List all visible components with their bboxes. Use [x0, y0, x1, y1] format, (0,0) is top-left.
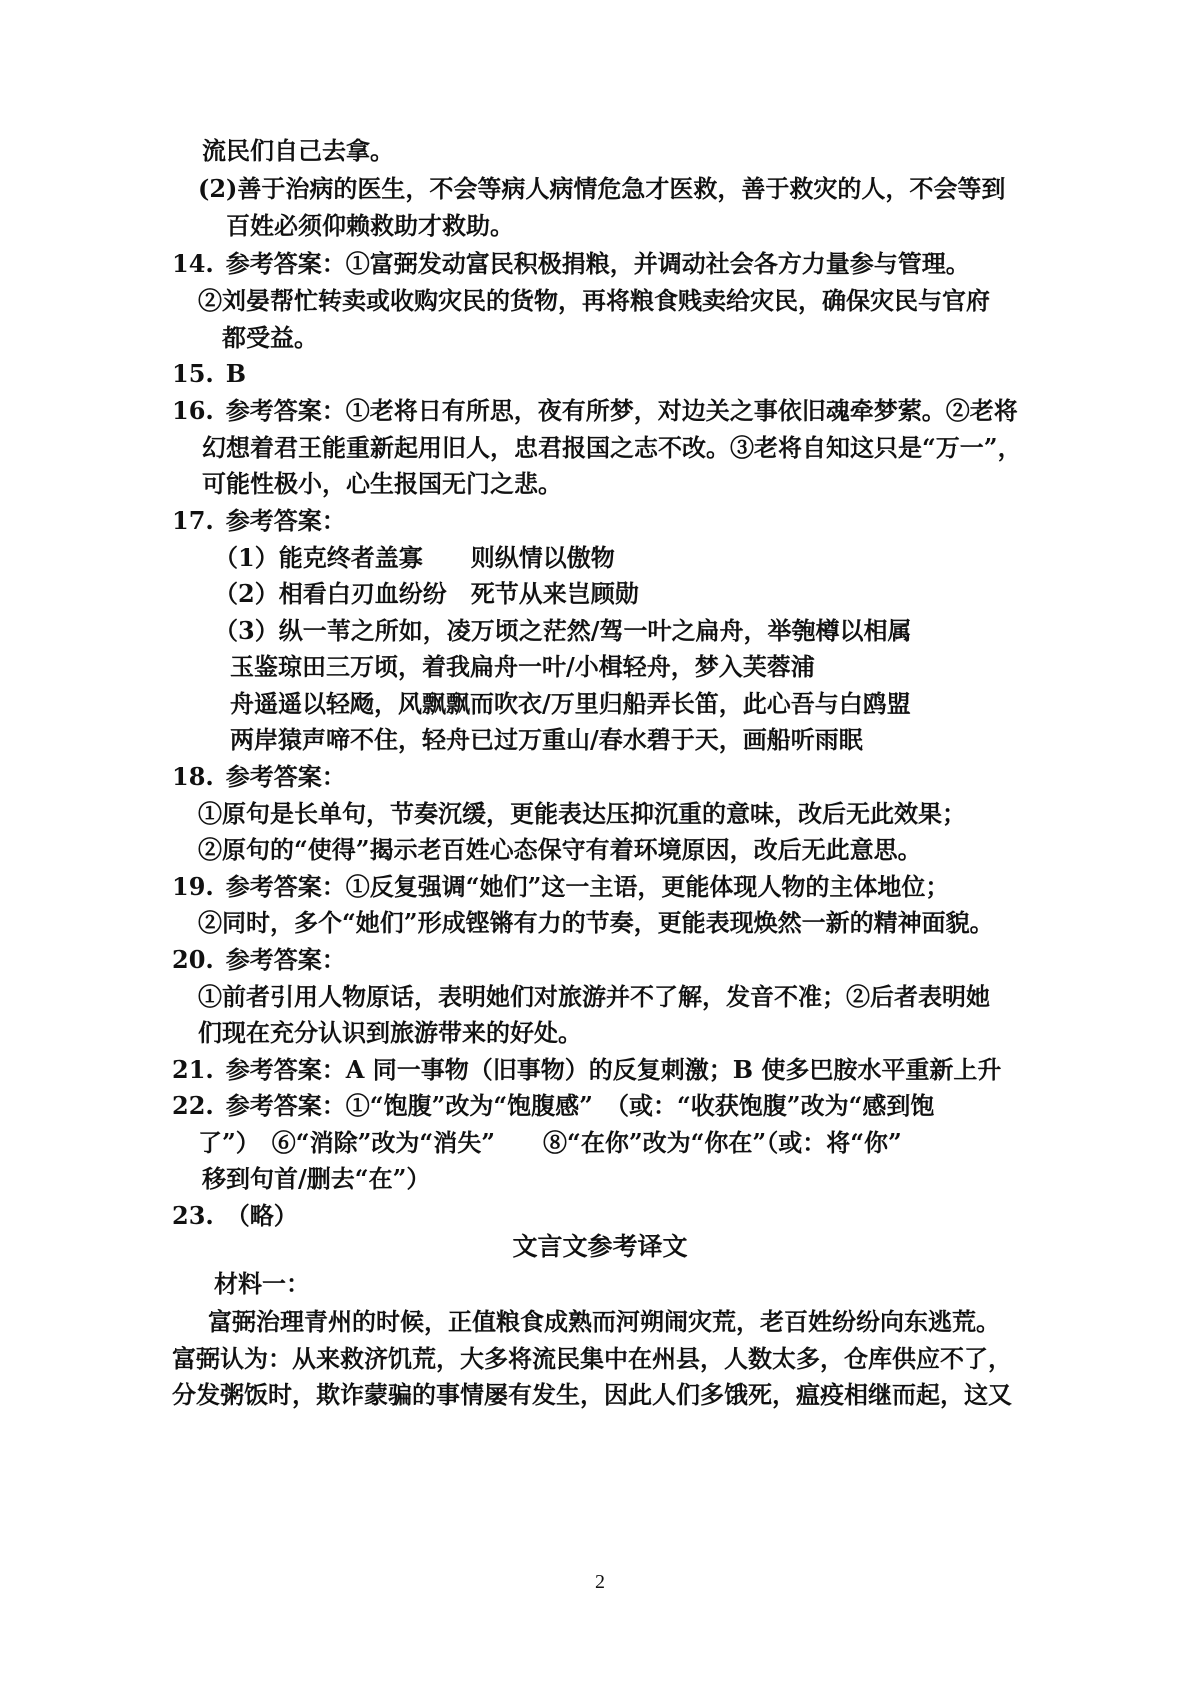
- answer-number: 17.: [172, 506, 214, 535]
- text-line: 流民们自己去拿。: [202, 136, 394, 165]
- answer-20: [172, 945, 346, 975]
- text-line: ②刘晏帮忙转卖或收购灾民的货物，再将粮食贱卖给灾民，确保灾民与官府: [198, 286, 990, 315]
- answer-21: [172, 1055, 1001, 1085]
- text-line: 富弼治理青州的时候，正值粮食成熟而河朔闹灾荒，老百姓纷纷向东逃荒。: [208, 1307, 1000, 1336]
- text-line: 玉鉴琼田三万顷，着我扁舟一叶/小楫轻舟，梦入芙蓉浦: [230, 652, 815, 681]
- answer-number: 16.: [172, 396, 214, 425]
- text-line: 都受益。: [222, 323, 318, 352]
- answer-19: [172, 872, 949, 902]
- text-line: ②原句的“使得”揭示老百姓心态保守有着环境原因，改后无此意思。: [198, 835, 922, 864]
- answer-number: 20.: [172, 945, 214, 974]
- text-line: (2)善于治病的医生，不会等病人病情危急才医救，善于救灾的人，不会等到: [198, 174, 1006, 203]
- answer-text: 参考答案：A 同一事物（旧事物）的反复刺激；B 使多巴胺水平重新上升: [225, 1055, 1002, 1084]
- text-line: 了”） ⑥“消除”改为“消失” ⑧“在你”改为“你在”（或：将“你”: [198, 1128, 902, 1157]
- text-line: 百姓必须仰赖救助才救助。: [226, 211, 514, 240]
- answer-text: 参考答案：①“饱腹”改为“饱腹感” （或：“收获饱腹”改为“感到饱: [225, 1091, 935, 1120]
- text-line: 两岸猿声啼不住，轻舟已过万重山/春水碧于天，画船听雨眠: [230, 725, 863, 754]
- text-line: （1）能克终者盖寡 则纵情以傲物: [214, 543, 615, 572]
- section-title: 文言文参考译文: [512, 1232, 688, 1261]
- text-line: （2）相看白刃血纷纷 死节从来岂顾勋: [214, 579, 639, 608]
- answer-23: [172, 1201, 298, 1231]
- text-line: 富弼认为：从来救济饥荒，大多将流民集中在州县，人数太多，仓库供应不了，: [172, 1344, 1012, 1373]
- answer-text: 参考答案：①富弼发动富民积极捐粮，并调动社会各方力量参与管理。: [225, 249, 970, 278]
- text-line: ②同时，多个“她们”形成铿锵有力的节奏，更能表现焕然一新的精神面貌。: [198, 908, 994, 937]
- text-line: 可能性极小，心生报国无门之悲。: [202, 469, 562, 498]
- answer-number: 18.: [172, 762, 214, 791]
- answer-17: [172, 506, 346, 536]
- answer-14: [172, 249, 970, 279]
- answer-22: [172, 1091, 934, 1121]
- text-line: 舟遥遥以轻飏，风飘飘而吹衣/万里归船弄长笛，此心吾与白鸥盟: [230, 689, 911, 718]
- answer-text: 参考答案：①老将日有所思，夜有所梦，对边关之事依旧魂牵梦萦。②老将: [225, 396, 1018, 425]
- answer-text: B: [225, 359, 247, 388]
- text-line: 分发粥饭时，欺诈蒙骗的事情屡有发生，因此人们多饿死，瘟疫相继而起，这又: [172, 1380, 1012, 1409]
- answer-text: 参考答案：: [225, 762, 346, 791]
- text-line: 们现在充分认识到旅游带来的好处。: [198, 1018, 582, 1047]
- answer-number: 14.: [172, 249, 214, 278]
- answer-number: 15.: [172, 359, 214, 388]
- answer-text: 参考答案：①反复强调“她们”这一主语，更能体现人物的主体地位；: [225, 872, 950, 901]
- answer-text: （略）: [225, 1201, 298, 1230]
- text-line: （3）纵一苇之所如，凌万顷之茫然/驾一叶之扁舟，举匏樽以相属: [214, 616, 912, 645]
- page-number: 2: [595, 1571, 605, 1593]
- text-line: 移到句首/删去“在”）: [202, 1164, 431, 1193]
- answer-16: [172, 396, 1018, 426]
- answer-number: 19.: [172, 872, 214, 901]
- answer-text: 参考答案：: [225, 506, 346, 535]
- text-line: ①原句是长单句，节奏沉缓，更能表达压抑沉重的意味，改后无此效果；: [198, 799, 966, 828]
- answer-18: [172, 762, 346, 792]
- answer-number: 22.: [172, 1091, 214, 1120]
- answer-number: 23.: [172, 1201, 214, 1230]
- answer-text: 参考答案：: [225, 945, 346, 974]
- text-line: 幻想着君王能重新起用旧人，忠君报国之志不改。③老将自知这只是“万一”，: [202, 433, 1022, 462]
- text-line: 材料一：: [214, 1269, 310, 1298]
- answer-number: 21.: [172, 1055, 214, 1084]
- text-line: ①前者引用人物原话，表明她们对旅游并不了解，发音不准；②后者表明她: [198, 982, 990, 1011]
- answer-15: [172, 359, 246, 389]
